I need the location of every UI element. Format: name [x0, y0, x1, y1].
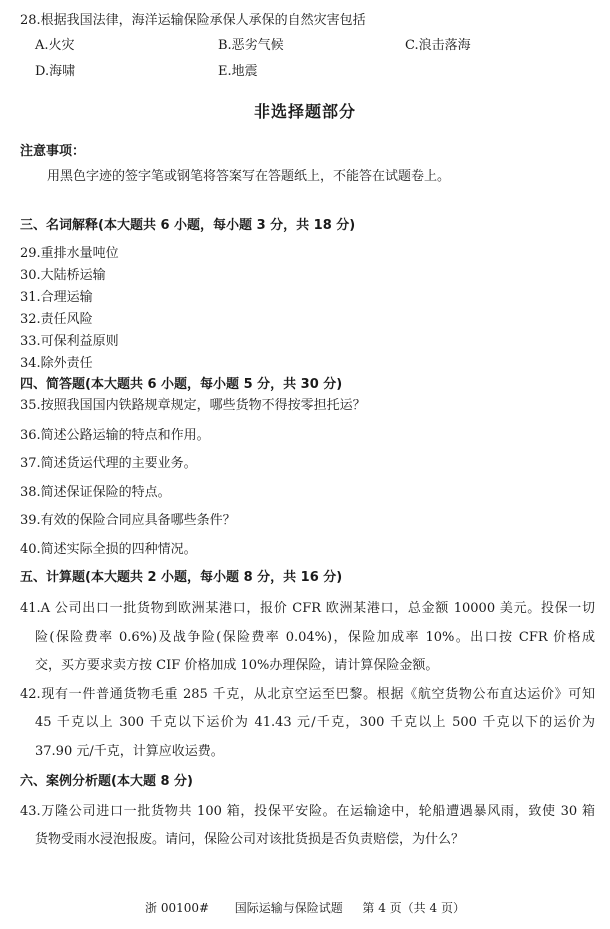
q33: 33.可保利益原则 — [20, 334, 119, 349]
q36: 36.简述公路运输的特点和作用。 — [20, 428, 210, 443]
section4-heading: 四、简答题(本大题共 6 小题，每小题 5 分，共 30 分) — [20, 377, 343, 392]
q28-stem: 28.根据我国法律，海洋运输保险承保人承保的自然灾害包括 — [20, 13, 366, 28]
q42-line-3: 37.90 元/千克，计算应收运费。 — [35, 744, 224, 759]
q41-line-2: 险(保险费率 0.6%)及战争险(保险费率 0.04%)，保险加成率 10%。出口按 CFR 价格成 — [35, 630, 595, 645]
q29: 29.重排水量吨位 — [20, 246, 119, 261]
q43-line-2: 货物受雨水浸泡报废。请问，保险公司对该批货损是否负责赔偿，为什么？ — [35, 832, 465, 847]
q35: 35.按照我国国内铁路规章规定，哪些货物不得按零担托运？ — [20, 398, 366, 413]
q38: 38.简述保证保险的特点。 — [20, 485, 171, 500]
q28-option-c: C.浪击落海 — [405, 38, 471, 53]
footer-code: 浙 00100# — [145, 901, 210, 915]
q28-option-a: A.火灾 — [35, 38, 75, 53]
section5-heading: 五、计算题(本大题共 2 小题，每小题 8 分，共 16 分) — [20, 570, 343, 585]
section3-heading: 三、名词解释(本大题共 6 小题，每小题 3 分，共 18 分) — [20, 218, 356, 233]
q31: 31.合理运输 — [20, 290, 93, 305]
q40: 40.简述实际全损的四种情况。 — [20, 542, 197, 557]
q41-line-3: 交，买方要求卖方按 CIF 价格加成 10%办理保险，请计算保险金额。 — [35, 658, 439, 673]
notice-text: 用黑色字迹的签字笔或钢笔将答案写在答题纸上，不能答在试题卷上。 — [47, 169, 451, 184]
footer-subject: 国际运输与保险试题 — [234, 901, 343, 915]
q32: 32.责任风险 — [20, 312, 93, 327]
q39: 39.有效的保险合同应具备哪些条件？ — [20, 513, 236, 528]
footer-page: 第 4 页（共 4 页） — [362, 901, 465, 915]
section6-heading: 六、案例分析题(本大题 8 分) — [20, 774, 193, 789]
q41-line-1: 41.A 公司出口一批货物到欧洲某港口，报价 CFR 欧洲某港口，总金额 10000 美元。投保一切 — [20, 601, 595, 616]
notice-heading: 注意事项： — [20, 144, 86, 159]
q28-option-d: D.海啸 — [35, 64, 76, 79]
q30: 30.大陆桥运输 — [20, 268, 106, 283]
q37: 37.简述货运代理的主要业务。 — [20, 456, 197, 471]
q43-line-1: 43.万隆公司进口一批货物共 100 箱，投保平安险。在运输途中，轮船遭遇暴风雨，致使 30 箱 — [20, 804, 595, 819]
q28-option-e: E.地震 — [218, 64, 258, 79]
q42-line-2: 45 千克以上 300 千克以下运价为 41.43 元/千克，300 千克以上 500 千克以下的运价为 — [35, 715, 595, 730]
q34: 34.除外责任 — [20, 356, 93, 371]
q42-line-1: 42.现有一件普通货物毛重 285 千克，从北京空运至巴黎。根据《航空货物公布直达运价》可知 — [20, 687, 595, 702]
page-footer — [0, 900, 610, 916]
section-title: 非选择题部分 — [253, 102, 356, 121]
q28-option-b: B.恶劣气候 — [218, 38, 284, 53]
